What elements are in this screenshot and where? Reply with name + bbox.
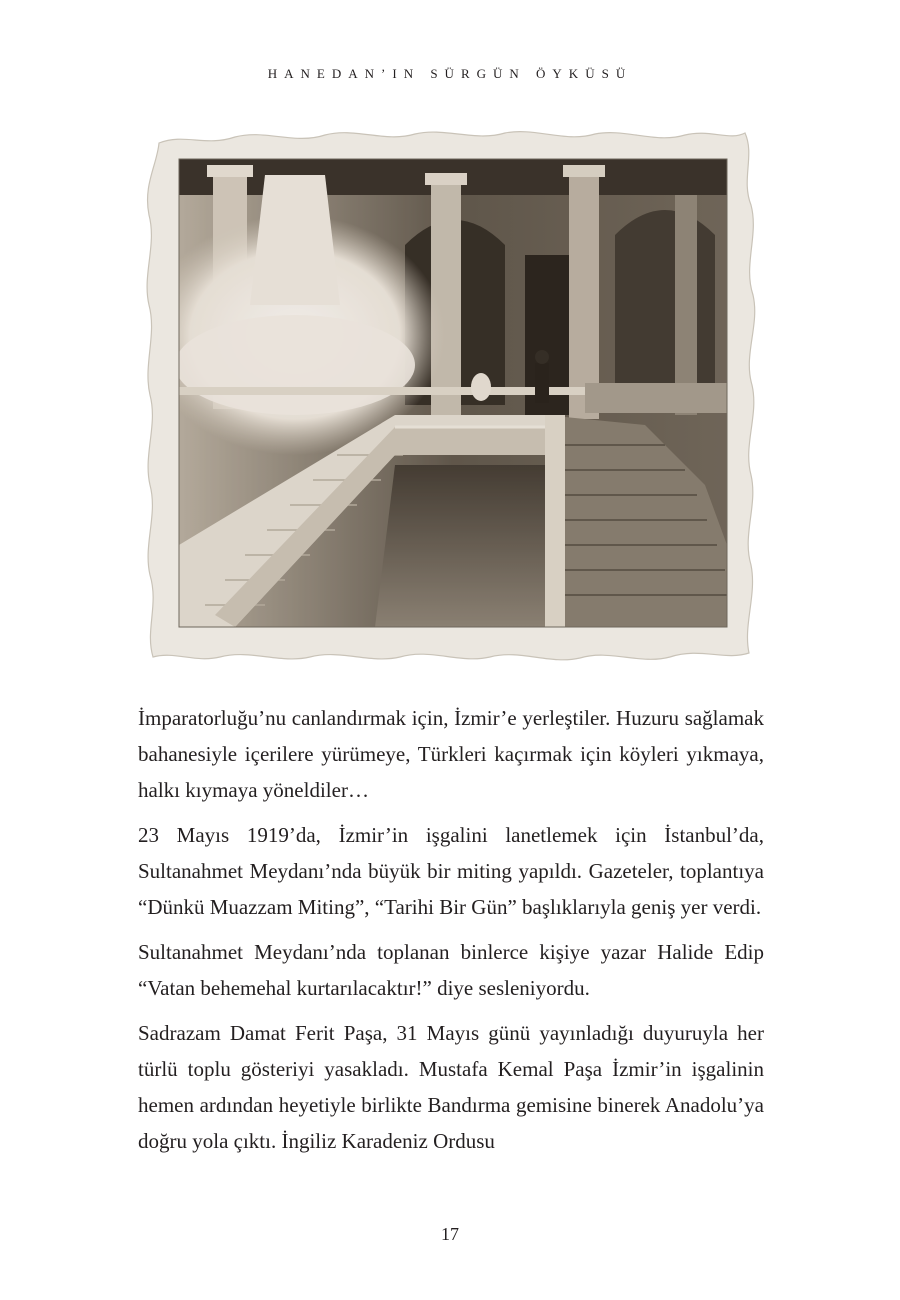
page-number: 17 xyxy=(441,1224,459,1244)
running-head: HANEDAN’IN SÜRGÜN ÖYKÜSÜ xyxy=(267,66,633,81)
body-text xyxy=(138,700,764,1168)
paragraph: İmparatorluğu’nu canlandırmak için, İzmir’e yerleştiler. Huzuru sağlamak bahanesiyle içerilere yürümeye, Türkleri kaçırmak için köyleri yıkmaya, halkı kıymaya yöneldiler… xyxy=(138,706,764,802)
paragraph: Sadrazam Damat Ferit Paşa, 31 Mayıs günü yayınladığı duyuruyla her türlü toplu gösteriyi yasakladı. Mustafa Kemal Paşa İzmir’in işgalinin hemen ardından heyetiyle birlikte Bandırma gemisine binerek Anadolu’ya doğru yola çıktı. İngiliz Karadeniz Ordusu xyxy=(138,1021,764,1153)
historical-photo xyxy=(145,125,757,665)
paragraph: 23 Mayıs 1919’da, İzmir’in işgalini lanetlemek için İstanbul’da, Sultanahmet Meydanı’nda büyük bir miting yapıldı. Gazeteler, toplantıya “Dünkü Muazzam Miting”, “Tarihi Bir Gün” başlıklarıyla geniş yer verdi. xyxy=(138,823,764,919)
photo-frame xyxy=(145,125,757,665)
paragraph: Sultanahmet Meydanı’nda toplanan binlerce kişiye yazar Halide Edip “Vatan behemehal kurtarılacaktır!” diye sesleniyordu. xyxy=(138,940,764,1000)
